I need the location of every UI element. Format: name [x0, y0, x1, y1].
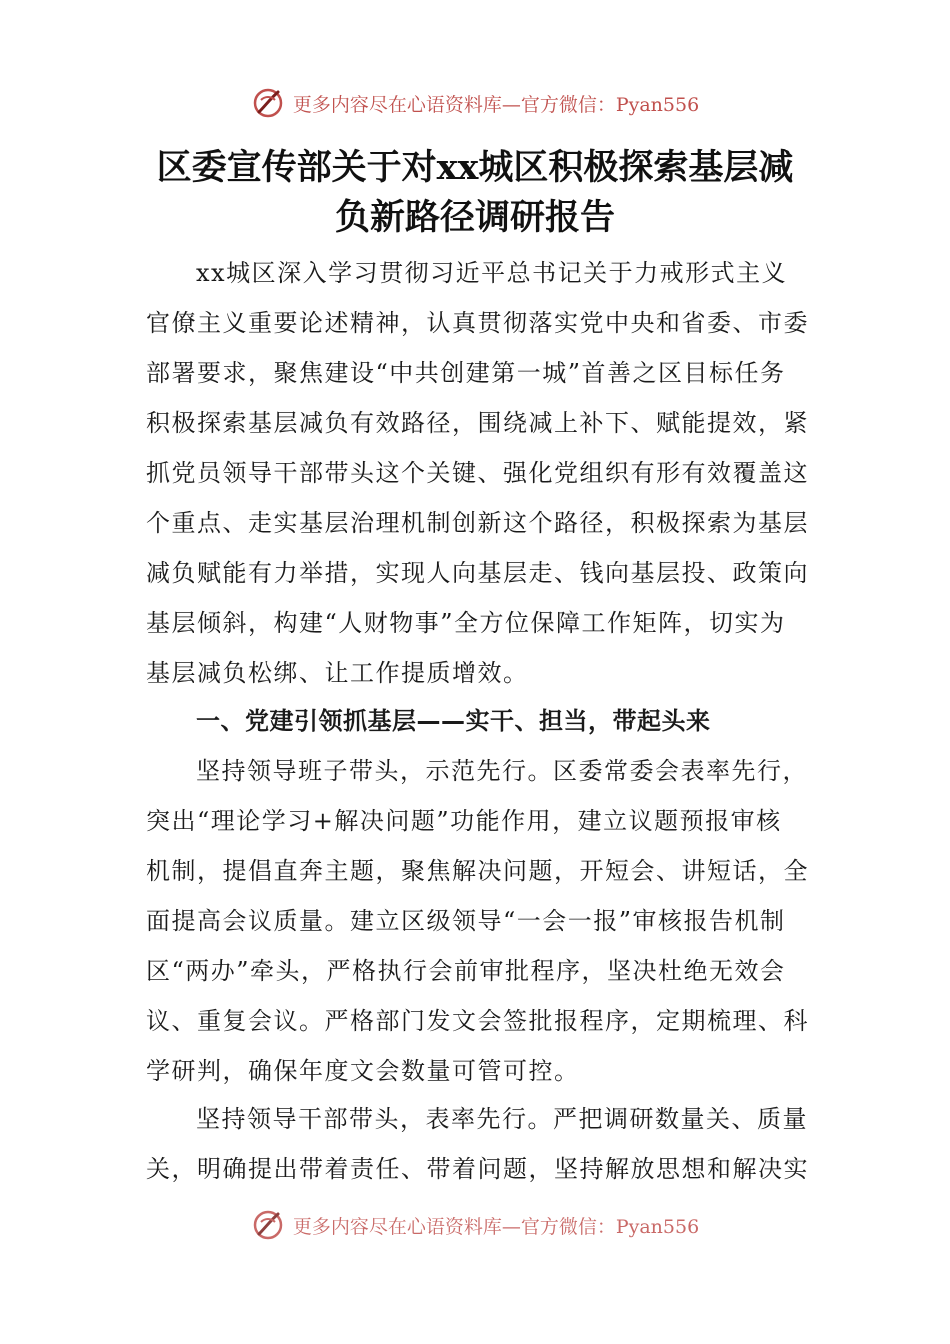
text-line: 坚持领导干部带头，表率先行。严把调研数量关、质量	[196, 1105, 808, 1133]
watermark-text: 更多内容尽在心语资料库—官方微信：Pyan556	[292, 93, 700, 116]
text-line: 基层减负松绑、让工作提质增效。	[146, 659, 529, 687]
section-heading	[146, 696, 808, 746]
text-line: 基层倾斜，构建“人财物事”全方位保障工作矩阵，切实为	[146, 609, 786, 637]
section1-paragraph-2	[146, 1094, 808, 1194]
text-line: 减负赋能有力举措，实现人向基层走、钱向基层投、政策向	[146, 559, 809, 587]
text-line: 议、重复会议。严格部门发文会签批报程序，定期梳理、科	[146, 1007, 809, 1035]
intro-paragraph	[146, 248, 808, 698]
brush-logo-icon	[251, 86, 285, 120]
watermark-header	[0, 86, 950, 120]
watermark-text: 更多内容尽在心语资料库—官方微信：Pyan556	[292, 1215, 700, 1238]
title-line: 区委宣传部关于对xx城区积极探索基层减	[156, 147, 794, 188]
text-line: 个重点、走实基层治理机制创新这个路径，积极探索为基层	[146, 509, 809, 537]
document-title	[100, 143, 850, 243]
text-line: 关，明确提出带着责任、带着问题，坚持解放思想和解决实	[146, 1155, 809, 1183]
text-line: 面提高会议质量。建立区级领导“一会一报”审核报告机制	[146, 907, 786, 935]
text-line: 部署要求，聚焦建设“中共创建第一城”首善之区目标任务	[146, 359, 786, 387]
text-line: xx城区深入学习贯彻习近平总书记关于力戒形式主义	[196, 259, 788, 287]
brush-logo-icon	[251, 1208, 285, 1242]
text-line: 区“两办”牵头，严格执行会前审批程序，坚决杜绝无效会	[146, 957, 786, 985]
text-line: 机制，提倡直奔主题，聚焦解决问题，开短会、讲短话，全	[146, 857, 809, 885]
text-line: 坚持领导班子带头，示范先行。区委常委会表率先行，	[196, 757, 808, 785]
text-line: 学研判，确保年度文会数量可管可控。	[146, 1057, 580, 1085]
text-line: 官僚主义重要论述精神，认真贯彻落实党中央和省委、市委	[146, 309, 809, 337]
heading-text: 一、党建引领抓基层——实干、担当，带起头来	[196, 707, 711, 735]
text-line: 突出“理论学习+解决问题”功能作用，建立议题预报审核	[146, 807, 782, 835]
section1-paragraph-1	[146, 746, 808, 1096]
watermark-footer	[0, 1208, 950, 1242]
title-line: 负新路径调研报告	[334, 197, 615, 238]
text-line: 抓党员领导干部带头这个关键、强化党组织有形有效覆盖这	[146, 459, 809, 487]
text-line: 积极探索基层减负有效路径，围绕减上补下、赋能提效，紧	[146, 409, 809, 437]
